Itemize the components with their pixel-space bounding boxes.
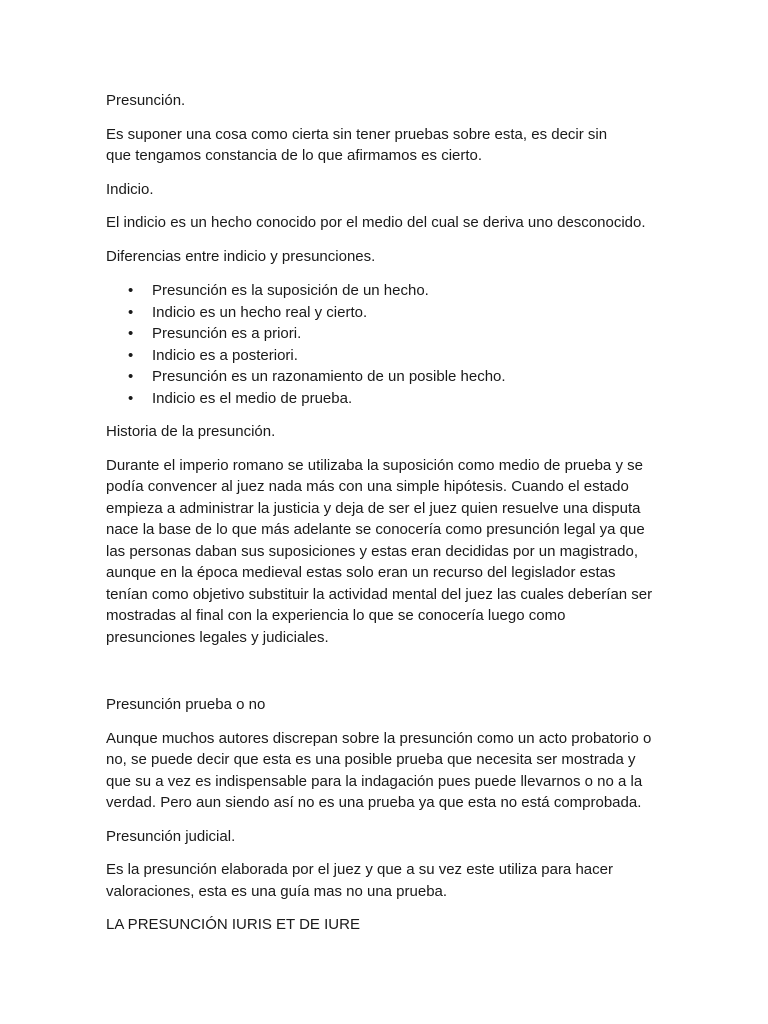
text-line: valoraciones, esta es una guía mas no una prueba. — [106, 882, 448, 900]
text-line: no, se puede decir que esta es una posible prueba que necesita ser mostrada y — [106, 751, 636, 768]
text-line: aunque en la época medieval estas solo eran un recurso del legislador estas — [106, 564, 616, 581]
bullet-icon: • — [128, 389, 134, 407]
list-item: • Indicio es el medio de prueba. — [106, 388, 666, 410]
heading-diferencias: Diferencias entre indicio y presunciones. — [106, 247, 376, 265]
text-line: nace la base de lo que más adelante se conocería como presunción legal ya que — [106, 521, 645, 538]
heading-indicio: Indicio. — [106, 180, 154, 198]
list-item: • Indicio es a posteriori. — [106, 345, 666, 367]
list-item: • Presunción es a priori. — [106, 323, 666, 345]
prueba-paragraph — [106, 728, 666, 814]
text-line: mostradas al final con la experiencia lo que se conocería luego como — [106, 607, 566, 624]
text-line: Aunque muchos autores discrepan sobre la presunción como un acto probatorio o — [106, 729, 652, 747]
list-item: • Presunción es la suposición de un hecho. — [106, 280, 666, 302]
text-line: verdad. Pero aun siendo así no es una prueba ya que esta no está comprobada. — [106, 794, 642, 811]
text-line: Es la presunción elaborada por el juez y que a su vez este utiliza para hacer — [106, 861, 613, 878]
document-page — [106, 90, 666, 936]
heading-historia: Historia de la presunción. — [106, 423, 276, 440]
text-line: tenían como objetivo substituir la actividad mental del juez las cuales deberían ser — [106, 585, 653, 603]
heading-presuncion: Presunción. — [106, 92, 186, 109]
presuncion-definition: Es suponer una cosa como cierta sin tener pruebas sobre esta, es decir sin que tengamos constancia de lo que afirmamos es cierto. — [106, 125, 608, 164]
bullet-icon: • — [128, 346, 134, 364]
historia-paragraph — [106, 455, 666, 649]
text-line: presunciones legales y judiciales. — [106, 628, 329, 646]
judicial-paragraph — [106, 859, 666, 902]
bullet-icon: • — [128, 303, 134, 321]
text-line: empieza a administrar la justicia y deja de ser el juez quien resuelve una disputa — [106, 499, 641, 517]
bullet-icon: • — [128, 325, 134, 342]
text-line: las personas daban sus suposiciones y estas eran decididas por un magistrado, — [106, 542, 638, 560]
bullet-icon: • — [128, 368, 134, 385]
text-line: que su a vez es indispensable para la indagación pues puede llevarnos o no a la — [106, 772, 643, 790]
indicio-definition: El indicio es un hecho conocido por el medio del cual se deriva uno desconocido. — [106, 214, 646, 231]
heading-iuris: LA PRESUNCIÓN IURIS ET DE IURE — [106, 916, 360, 933]
heading-prueba: Presunción prueba o no — [106, 696, 266, 713]
list-item: • Indicio es un hecho real y cierto. — [106, 302, 666, 324]
diferencias-list — [106, 280, 666, 409]
text-line: Durante el imperio romano se utilizaba la suposición como medio de prueba y se — [106, 456, 643, 474]
heading-judicial: Presunción judicial. — [106, 827, 236, 845]
text-line: podía convencer al juez nada más con una simple hipótesis. Cuando el estado — [106, 478, 629, 495]
bullet-icon: • — [128, 282, 134, 299]
list-item: • Presunción es un razonamiento de un posible hecho. — [106, 366, 666, 388]
